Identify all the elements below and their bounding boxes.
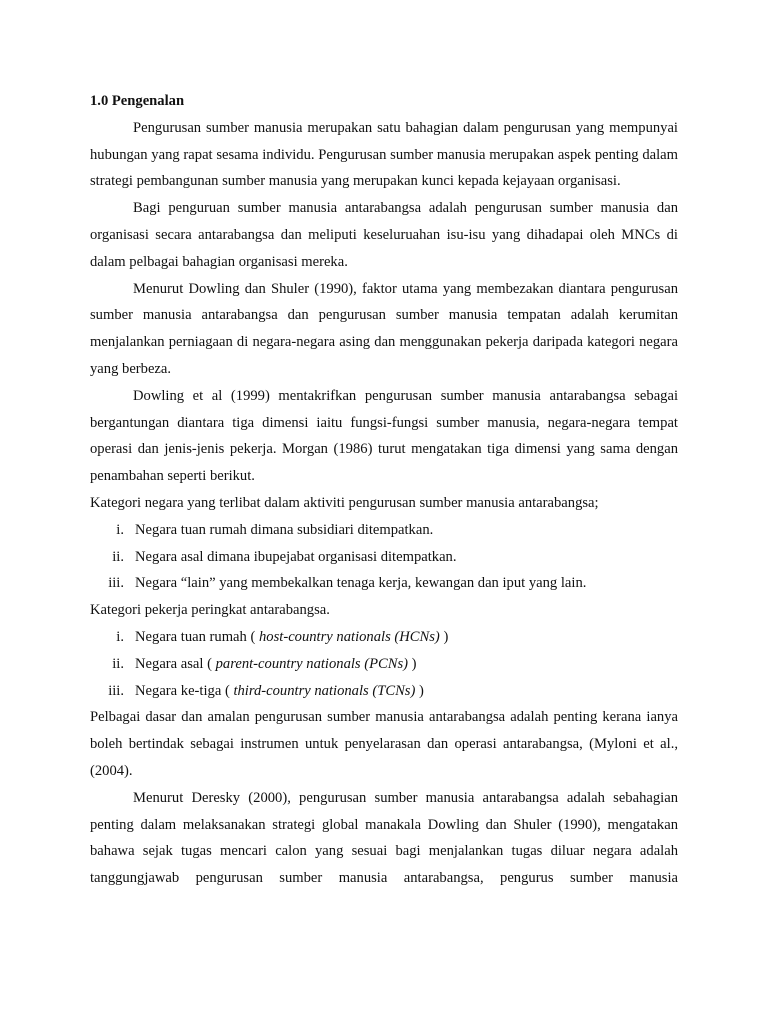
list-item [90,544,678,571]
list-text-pre: Negara asal ( [135,655,216,672]
paragraph-4: Dowling et al (1999) mentakrifkan pengurusan sumber manusia antarabangsa sebagai bergantungan diantara tiga dimensi iaitu fungsi-fungsi sumber manusia, negara-negara tempat operasi dan jenis-jenis pekerja. Morgan (1986) turut mengatakan tiga dimensi yang sama dengan penambahan seperti berikut. [90,387,678,485]
paragraph-2: Bagi penguruan sumber manusia antarabangsa adalah pengurusan sumber manusia dan organisasi secara antarabangsa dan meliputi keseluruahan isu-isu yang dihadapai oleh MNCs di dalam pelbagai bahagian organisasi mereka. [90,200,678,270]
list-text: Negara asal dimana ibupejabat organisasi ditempatkan. [135,548,457,565]
paragraph-6: Menurut Deresky (2000), pengurusan sumber manusia antarabangsa adalah sebahagian penting dalam melaksanakan strategi global manakala Dowling dan Shuler (1990), mengatakan bahawa sejak tugas mencari calon yang sesuai bagi menjalankan tugas diluar negara adalah tanggungjawab pengurusan sumber manusia antarabangsa, pengurus sumber manusia [90,789,678,887]
list-text [135,678,678,705]
section-heading: 1.0 Pengenalan [90,93,185,109]
paragraph-3: Menurut Dowling dan Shuler (1990), faktor utama yang membezakan diantara pengurusan sumber manusia antarabangsa dan pengurusan sumber manusia tempatan adalah kerumitan menjalankan perniagaan di negara-negara asing dan menggunakan pekerja daripada kategori negara yang berbeza. [90,280,678,377]
list-text-pre: Negara tuan rumah ( [135,628,259,645]
term-italic: host-country nationals (HCNs) [259,628,440,645]
list-number: iii. [108,575,124,592]
list-number: ii. [112,548,124,565]
list-text [135,651,678,678]
list-text-post: ) [408,655,417,672]
list-item [90,570,678,597]
list-text: Negara tuan rumah dimana subsidiari ditempatkan. [135,521,434,538]
list-text-post: ) [415,682,424,699]
paragraph-1: Pengurusan sumber manusia merupakan satu bahagian dalam pengurusan yang mempunyai hubungan yang rapat sesama individu. Pengurusan sumber manusia merupakan aspek penting dalam strategi pembangunan sumber manusia yang merupakan kunci kepada kejayaan organisasi. [90,119,678,190]
list-item [90,651,678,678]
document-body [90,88,678,892]
list-text [135,624,678,651]
list-number: i. [116,628,124,645]
list-1-intro: Kategori negara yang terlibat dalam aktiviti pengurusan sumber manusia antarabangsa; [90,494,599,511]
list-text-pre: Negara ke-tiga ( [135,682,234,699]
list-item [90,678,678,705]
worker-category-list [90,624,678,704]
list-item [90,517,678,544]
list-2-intro: Kategori pekerja peringkat antarabangsa. [90,602,330,619]
list-text: Negara “lain” yang membekalkan tenaga kerja, kewangan dan iput yang lain. [135,575,587,592]
country-category-list [90,517,678,597]
list-number: i. [116,521,124,538]
term-italic: parent-country nationals (PCNs) [215,655,409,672]
list-number: ii. [112,655,124,672]
paragraph-5: Pelbagai dasar dan amalan pengurusan sumber manusia antarabangsa adalah penting kerana ianya boleh bertindak sebagai instrumen untuk penyelarasan dan operasi antarabangsa, (Myloni et al.,(2004). [90,709,678,779]
list-text-post: ) [439,628,449,645]
term-italic: third-country nationals (TCNs) [233,682,416,699]
list-number: iii. [108,682,124,699]
list-item [90,624,678,651]
